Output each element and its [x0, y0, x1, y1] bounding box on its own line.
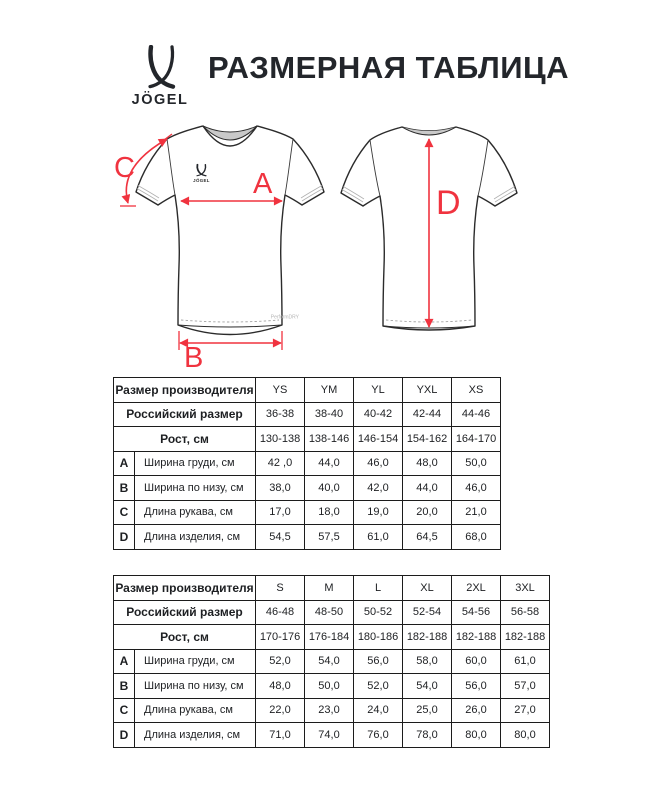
measure-value-cell: 56,0: [452, 674, 501, 699]
measure-value-cell: 71,0: [256, 723, 305, 748]
measure-value-cell: 27,0: [501, 698, 550, 723]
size-value-cell: 154-162: [403, 427, 452, 452]
measure-key-cell: B: [114, 476, 135, 501]
measure-label-d: D: [436, 184, 461, 222]
size-value-cell: 164-170: [452, 427, 501, 452]
size-value-cell: XS: [452, 378, 501, 403]
size-value-cell: 182-188: [501, 625, 550, 650]
size-value-cell: 182-188: [403, 625, 452, 650]
measure-value-cell: 54,0: [305, 649, 354, 674]
size-value-cell: 182-188: [452, 625, 501, 650]
size-value-cell: YL: [354, 378, 403, 403]
size-row-label: Российский размер: [114, 600, 256, 625]
measure-row: [114, 451, 501, 476]
size-value-cell: 44-46: [452, 402, 501, 427]
size-value-cell: 50-52: [354, 600, 403, 625]
size-header-row: [114, 576, 550, 601]
measure-name-cell: Длина рукава, см: [135, 698, 256, 723]
measure-key-cell: C: [114, 698, 135, 723]
size-value-cell: 48-50: [305, 600, 354, 625]
size-value-cell: XL: [403, 576, 452, 601]
size-header-row: [114, 378, 501, 403]
measure-value-cell: 80,0: [501, 723, 550, 748]
front-shirt-outline: [136, 126, 324, 335]
size-value-cell: 40-42: [354, 402, 403, 427]
size-value-cell: 52-54: [403, 600, 452, 625]
measure-value-cell: 48,0: [403, 451, 452, 476]
measure-key-cell: A: [114, 649, 135, 674]
size-row-label: Размер производителя: [114, 378, 256, 403]
size-row-label: Размер производителя: [114, 576, 256, 601]
size-header-row: [114, 427, 501, 452]
measure-value-cell: 58,0: [403, 649, 452, 674]
measure-value-cell: 57,5: [305, 525, 354, 550]
measure-value-cell: 23,0: [305, 698, 354, 723]
measure-value-cell: 44,0: [403, 476, 452, 501]
size-value-cell: 130-138: [256, 427, 305, 452]
measure-value-cell: 57,0: [501, 674, 550, 699]
size-value-cell: 138-146: [305, 427, 354, 452]
measure-value-cell: 46,0: [452, 476, 501, 501]
tshirt-front-diagram: [103, 114, 328, 374]
measure-value-cell: 25,0: [403, 698, 452, 723]
size-value-cell: 176-184: [305, 625, 354, 650]
measure-name-cell: Ширина по низу, см: [135, 674, 256, 699]
measure-value-cell: 40,0: [305, 476, 354, 501]
measure-name-cell: Длина изделия, см: [135, 723, 256, 748]
measure-value-cell: 46,0: [354, 451, 403, 476]
measure-name-cell: Ширина груди, см: [135, 649, 256, 674]
measure-value-cell: 50,0: [452, 451, 501, 476]
measure-value-cell: 17,0: [256, 500, 305, 525]
measure-value-cell: 44,0: [305, 451, 354, 476]
measure-label-c: C: [114, 152, 135, 184]
page-title: РАЗМЕРНАЯ ТАБЛИЦА: [208, 50, 570, 85]
size-value-cell: 46-48: [256, 600, 305, 625]
measure-key-cell: D: [114, 723, 135, 748]
measure-row: [114, 649, 550, 674]
measure-key-cell: C: [114, 500, 135, 525]
size-row-label: Российский размер: [114, 402, 256, 427]
size-value-cell: YXL: [403, 378, 452, 403]
jogel-logo-icon: [147, 45, 176, 89]
measure-key-cell: A: [114, 451, 135, 476]
tshirt-back-diagram: [330, 117, 530, 352]
measure-name-cell: Длина рукава, см: [135, 500, 256, 525]
size-value-cell: 146-154: [354, 427, 403, 452]
size-table-youth: [113, 377, 501, 550]
measure-value-cell: 52,0: [256, 649, 305, 674]
measure-name-cell: Ширина груди, см: [135, 451, 256, 476]
size-value-cell: S: [256, 576, 305, 601]
size-value-cell: 56-58: [501, 600, 550, 625]
measure-key-cell: D: [114, 525, 135, 550]
size-header-row: [114, 402, 501, 427]
measure-value-cell: 26,0: [452, 698, 501, 723]
size-value-cell: 2XL: [452, 576, 501, 601]
measure-label-a: A: [253, 168, 273, 200]
size-value-cell: M: [305, 576, 354, 601]
measure-value-cell: 74,0: [305, 723, 354, 748]
measure-value-cell: 61,0: [501, 649, 550, 674]
measure-value-cell: 38,0: [256, 476, 305, 501]
measure-value-cell: 80,0: [452, 723, 501, 748]
measure-value-cell: 56,0: [354, 649, 403, 674]
measure-value-cell: 48,0: [256, 674, 305, 699]
size-value-cell: 42-44: [403, 402, 452, 427]
measure-value-cell: 54,5: [256, 525, 305, 550]
size-value-cell: YS: [256, 378, 305, 403]
measure-value-cell: 61,0: [354, 525, 403, 550]
size-header-row: [114, 600, 550, 625]
measure-row: [114, 698, 550, 723]
measure-value-cell: 54,0: [403, 674, 452, 699]
brand-wordmark: JÖGEL: [131, 92, 189, 108]
measure-name-cell: Ширина по низу, см: [135, 476, 256, 501]
measure-value-cell: 18,0: [305, 500, 354, 525]
measure-row: [114, 525, 501, 550]
measure-value-cell: 52,0: [354, 674, 403, 699]
measure-value-cell: 76,0: [354, 723, 403, 748]
measure-value-cell: 64,5: [403, 525, 452, 550]
measure-name-cell: Длина изделия, см: [135, 525, 256, 550]
measure-row: [114, 500, 501, 525]
size-row-label: Рост, см: [114, 625, 256, 650]
size-value-cell: L: [354, 576, 403, 601]
size-value-cell: YM: [305, 378, 354, 403]
measure-row: [114, 476, 501, 501]
measure-value-cell: 42 ,0: [256, 451, 305, 476]
measure-value-cell: 24,0: [354, 698, 403, 723]
size-value-cell: 3XL: [501, 576, 550, 601]
size-value-cell: 54-56: [452, 600, 501, 625]
measure-value-cell: 50,0: [305, 674, 354, 699]
measure-value-cell: 22,0: [256, 698, 305, 723]
size-value-cell: 38-40: [305, 402, 354, 427]
measure-value-cell: 21,0: [452, 500, 501, 525]
size-header-row: [114, 625, 550, 650]
measure-value-cell: 68,0: [452, 525, 501, 550]
size-row-label: Рост, см: [114, 427, 256, 452]
size-table-adult: [113, 575, 550, 748]
size-value-cell: 36-38: [256, 402, 305, 427]
measure-row: [114, 723, 550, 748]
size-value-cell: 180-186: [354, 625, 403, 650]
measure-value-cell: 78,0: [403, 723, 452, 748]
measure-value-cell: 19,0: [354, 500, 403, 525]
measure-value-cell: 20,0: [403, 500, 452, 525]
measure-arrow-bottom-width: [179, 331, 282, 374]
measure-key-cell: B: [114, 674, 135, 699]
size-value-cell: 170-176: [256, 625, 305, 650]
measure-value-cell: 42,0: [354, 476, 403, 501]
measure-value-cell: 60,0: [452, 649, 501, 674]
measure-row: [114, 674, 550, 699]
hem-tech-text: PerformDRY: [270, 314, 299, 321]
measure-label-b: B: [184, 342, 204, 374]
chest-logo-text: JÖGEL: [193, 178, 210, 183]
